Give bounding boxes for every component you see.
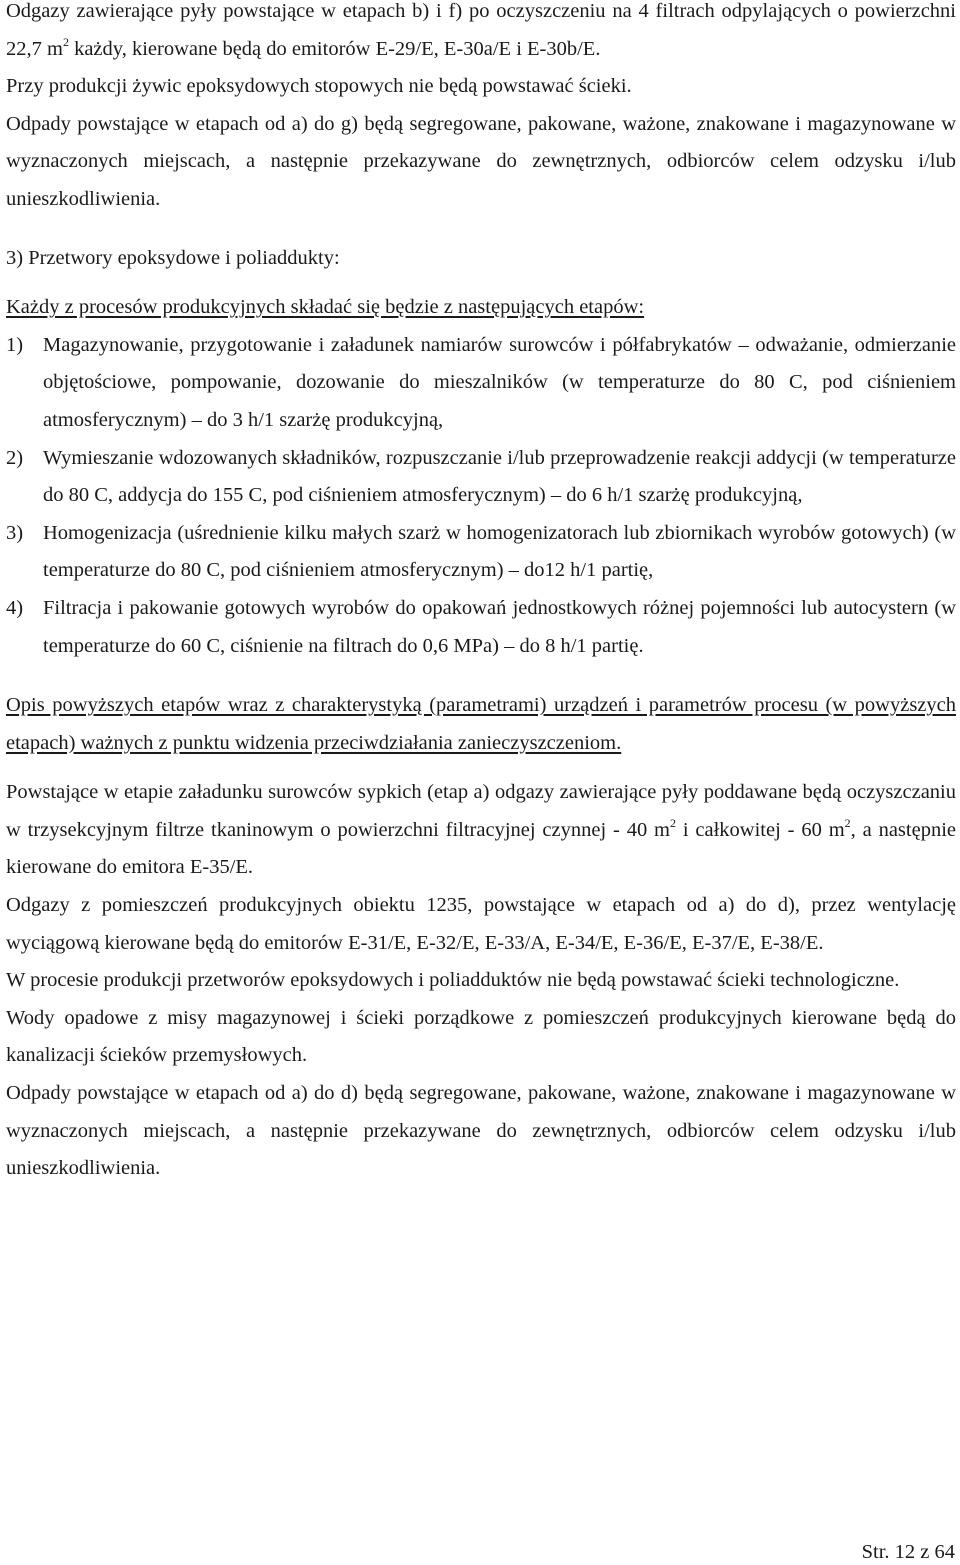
paragraph-filters [6,0,956,68]
paragraph-filters-text: Odgazy zawierające pyły powstające w etapach b) i f) po oczyszczeniu na 4 filtrach odpylających o powierzchni 22,7 m [6,0,956,60]
list-item-number: 4) [6,596,24,619]
paragraph-no-sewage-epoxy: W procesie produkcji przetworów epoksydowych i poliadduktów nie będą powstawać ścieki technologiczne. [6,969,900,992]
description-heading: Opis powyższych etapów wraz z charakterystyką (parametrami) urządzeń i parametrów procesu (w powyższych etapach) ważnych z punktu widzenia przeciwdziałania zanieczyszczeniom. [6,694,956,754]
paragraph-filters-text-end: każdy, kierowane będą do emitorów E-29/E, E-30a/E i E-30b/E. [68,37,601,60]
process-steps-list [6,327,956,665]
paragraph-loading-text: Powstające w etapie załadunku surowców sypkich (etap a) odgazy zawierające pyły poddawane będą oczyszczaniu w trzysekcyjnym filtrze tkaninowym o powierzchni filtracyjnej czynnej - 40 m [6,781,956,841]
list-item [6,515,956,590]
list-item-text: Filtracja i pakowanie gotowych wyrobów do opakowań jednostkowych różnej pojemności lub autocystern (w temperaturze do 60 C, ciśnienie na filtrach do 0,6 MPa) – do 8 h/1 partię. [43,596,956,657]
superscript: 2 [844,816,851,831]
process-intro: Każdy z procesów produkcyjnych składać się będzie z następujących etapów: [6,296,645,319]
superscript: 2 [62,34,69,49]
document-page [6,0,956,1188]
paragraph-ventilation: Odgazy z pomieszczeń produkcyjnych obiektu 1235, powstające w etapach od a) do d), przez wentylację wyciągową kierowane będą do emitorów E-31/E, E-32/E, E-33/A, E-34/E, E-36/E, E-37/E, E-38/E. [6,894,956,954]
list-item-text: Wymieszanie wdozowanych składników, rozpuszczanie i/lub przeprowadzenie reakcji addycji (w temperaturze do 80 C, addycja do 155 C, pod ciśnieniem atmosferycznym) – do 6 h/1 szarżę produkcyjną, [43,446,956,507]
paragraph-no-sewage-resins: Przy produkcji żywic epoksydowych stopowych nie będą powstawać ścieki. [6,75,632,98]
list-item-number: 2) [6,446,24,469]
page-number: Str. 12 z 64 [861,1541,955,1563]
paragraph-loading-text-end: , a następnie kierowane do emitora E-35/E. [6,818,956,879]
paragraph-rainwater: Wody opadowe z misy magazynowej i ścieki porządkowe z pomieszczeń produkcyjnych kierowane będą do kanalizacji ścieków przemysłowych. [6,1006,956,1067]
list-item-text: Magazynowanie, przygotowanie i załadunek namiarów surowców i półfabrykatów – odważanie, odmierzanie objętościowe, pompowanie, dozowanie do mieszalników (w temperaturze do 80 C, pod ciśnieniem atmosferycznym) – do 3 h/1 szarżę produkcyjną, [43,333,956,431]
paragraph-waste-resins: Odpady powstające w etapach od a) do g) będą segregowane, pakowane, ważone, znakowane i magazynowane w wyznaczonych miejscach, a następnie przekazywane do zewnętrznych, odbiorców celem odzysku i/lub unieszkodliwienia. [6,112,956,210]
list-item-number: 3) [6,521,24,544]
paragraph-loading-text-mid: i całkowitej - 60 m [676,818,845,841]
paragraph-loading-filter [6,774,956,887]
list-item [6,327,956,440]
list-item-number: 1) [6,333,24,356]
paragraph-waste-epoxy: Odpady powstające w etapach od a) do d) będą segregowane, pakowane, ważone, znakowane i magazynowane w wyznaczonych miejscach, a następnie przekazywane do zewnętrznych, odbiorców celem odzysku i/lub unieszkodliwienia. [6,1082,956,1180]
list-item [6,590,956,665]
section-heading: 3) Przetwory epoksydowe i poliaddukty: [6,246,340,269]
list-item [6,440,956,515]
superscript: 2 [670,816,676,831]
list-item-text: Homogenizacja (uśrednienie kilku małych szarż w homogenizatorach lub zbiornikach wyrobów gotowych) (w temperaturze do 80 C, pod ciśnieniem atmosferycznym) – do12 h/1 partię, [43,521,956,582]
